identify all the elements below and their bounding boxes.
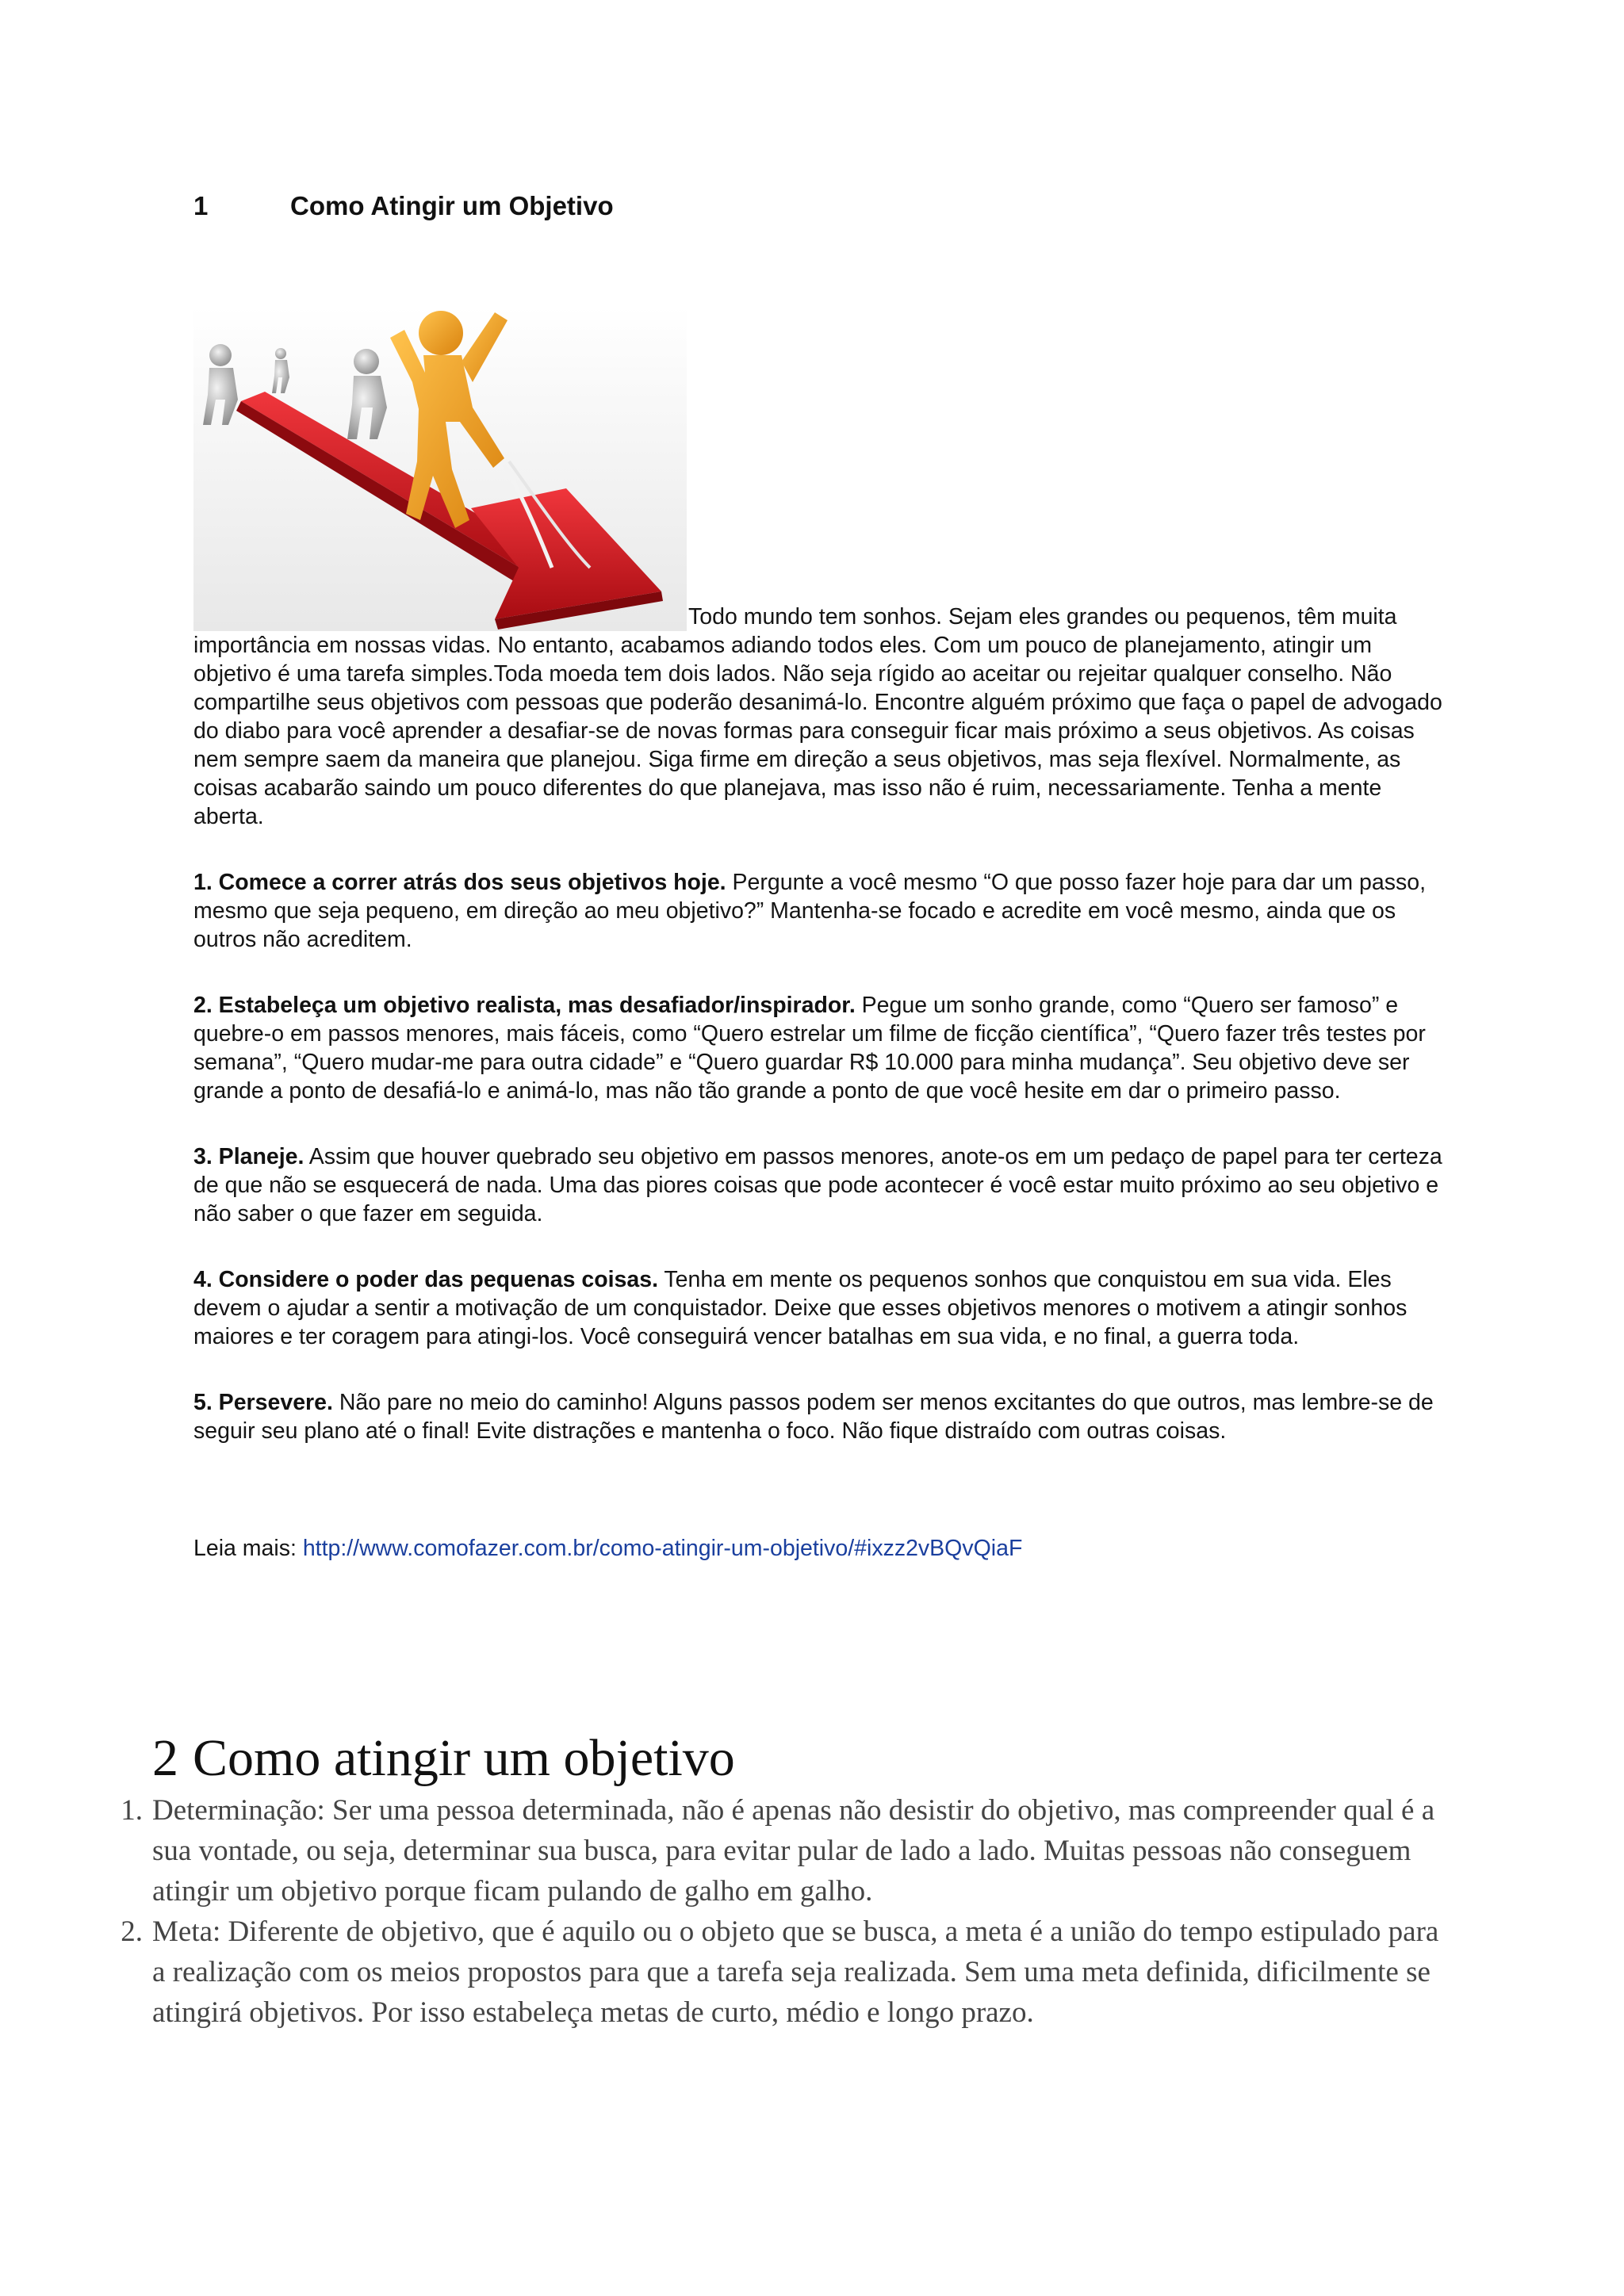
tip-text-1: Pergunte a você mesmo “O que posso fazer hoje para dar um passo, mesmo que seja pequeno, em direção ao meu objetivo?” Mantenha-se focado e acredite em você mesmo, ainda que os outros não acreditem. — [193, 870, 1426, 952]
section-1-title: Como Atingir um Objetivo — [290, 191, 614, 220]
list-item-marker: 1. — [121, 1794, 143, 1827]
intro-paragraph — [193, 306, 1446, 831]
section-1-body — [193, 306, 1446, 1563]
section-2-list — [121, 1790, 1453, 2033]
read-more-label: Leia mais: — [193, 1536, 303, 1561]
tip-item-5 — [193, 1388, 1446, 1445]
read-more-line — [193, 1534, 1446, 1563]
list-item-text: Meta: Diferente de objetivo, que é aquilo ou o objeto que se busca, a meta é a união do tempo estipulado para a realização com os meios propostos para que a tarefa seja realizada. Sem uma meta definida, dificilmente se atingirá objetivos. Por isso estabeleça metas de curto, médio e longo prazo. — [152, 1915, 1439, 2029]
tip-title-2: 2. Estabeleça um objetivo realista, mas desafiador/inspirador. — [193, 993, 856, 1018]
tip-title-5: 5. Persevere. — [193, 1390, 333, 1415]
list-item — [121, 1790, 1453, 1911]
read-more-link[interactable]: http://www.comofazer.com.br/como-atingir-um-objetivo/#ixzz2vBQvQiaF — [302, 1536, 1023, 1561]
list-item-marker: 2. — [121, 1915, 143, 1948]
tip-item-2 — [193, 991, 1446, 1105]
intro-text: Todo mundo tem sonhos. Sejam eles grandes ou pequenos, têm muita importância em nossas vidas. No entanto, acabamos adiando todos eles. Com um pouco de planejamento, atingir um objetivo é uma tarefa simples.Toda moeda tem dois lados. Não seja rígido ao aceitar ou rejeitar qualquer conselho. Não compartilhe seus objetivos com pessoas que poderão desanimá-lo. Encontre alguém próximo que faça o papel de advogado do diabo para você aprender a desafiar-se de novas formas para conseguir ficar mais próximo a seus objetivos. As coisas nem sempre saem da maneira que planejou. Siga firme em direção a seus objetivos, mas seja flexível. Normalmente, as coisas acabarão saindo um pouco diferentes do que planejava, mas isso não é ruim, necessariamente. Tenha a mente aberta. — [193, 604, 1442, 829]
tip-item-4 — [193, 1265, 1446, 1351]
tip-item-1 — [193, 868, 1446, 954]
section-2-heading — [152, 1727, 735, 1790]
tip-text-2: Pegue um sonho grande, como “Quero ser famoso” e quebre-o em passos menores, mais fáceis, como “Quero estrelar um filme de ficção científica”, “Quero fazer três testes por semana”, “Quero mudar-me para outra cidade” e “Quero guardar R$ 10.000 para minha mudança”. Seu objetivo deve ser grande a ponto de desafiá-lo e animá-lo, mas não tão grande a ponto de que você hesite em dar o primeiro passo. — [193, 993, 1426, 1104]
section-1-heading — [193, 190, 614, 222]
section-2-title: Como atingir um objetivo — [193, 1729, 735, 1787]
section-1-number: 1 — [193, 191, 209, 220]
tip-text-5: Não pare no meio do caminho! Alguns passos podem ser menos excitantes do que outros, mas lembre-se de seguir seu plano até o final! Evite distrações e mantenha o foco. Não fique distraído com outras coisas. — [193, 1390, 1434, 1444]
goal-illustration-image — [193, 306, 687, 631]
tip-text-4: Tenha em mente os pequenos sonhos que conquistou em sua vida. Eles devem o ajudar a sentir a motivação de um conquistador. Deixe que esses objetivos menores o motivem a atingir sonhos maiores e ter coragem para atingi-los. Você conseguirá vencer batalhas em sua vida, e no final, a guerra toda. — [193, 1267, 1408, 1349]
section-2-number: 2 — [152, 1729, 178, 1787]
tip-item-3 — [193, 1142, 1446, 1228]
tip-title-4: 4. Considere o poder das pequenas coisas. — [193, 1267, 659, 1292]
tip-title-3: 3. Planeje. — [193, 1144, 304, 1169]
tip-text-3: Assim que houver quebrado seu objetivo em passos menores, anote-os em um pedaço de papel para ter certeza de que não se esquecerá de nada. Uma das piores coisas que pode acontecer é você estar muito próximo ao seu objetivo e não saber o que fazer em seguida. — [193, 1144, 1442, 1226]
list-item-text: Determinação: Ser uma pessoa determinada, não é apenas não desistir do objetivo, mas compreender qual é a sua vontade, ou seja, determinar sua busca, para evitar pular de lado a lado. Muitas pessoas não conseguem atingir um objetivo porque ficam pulando de galho em galho. — [152, 1794, 1435, 1908]
list-item — [121, 1911, 1453, 2033]
tip-title-1: 1. Comece a correr atrás dos seus objetivos hoje. — [193, 870, 726, 895]
